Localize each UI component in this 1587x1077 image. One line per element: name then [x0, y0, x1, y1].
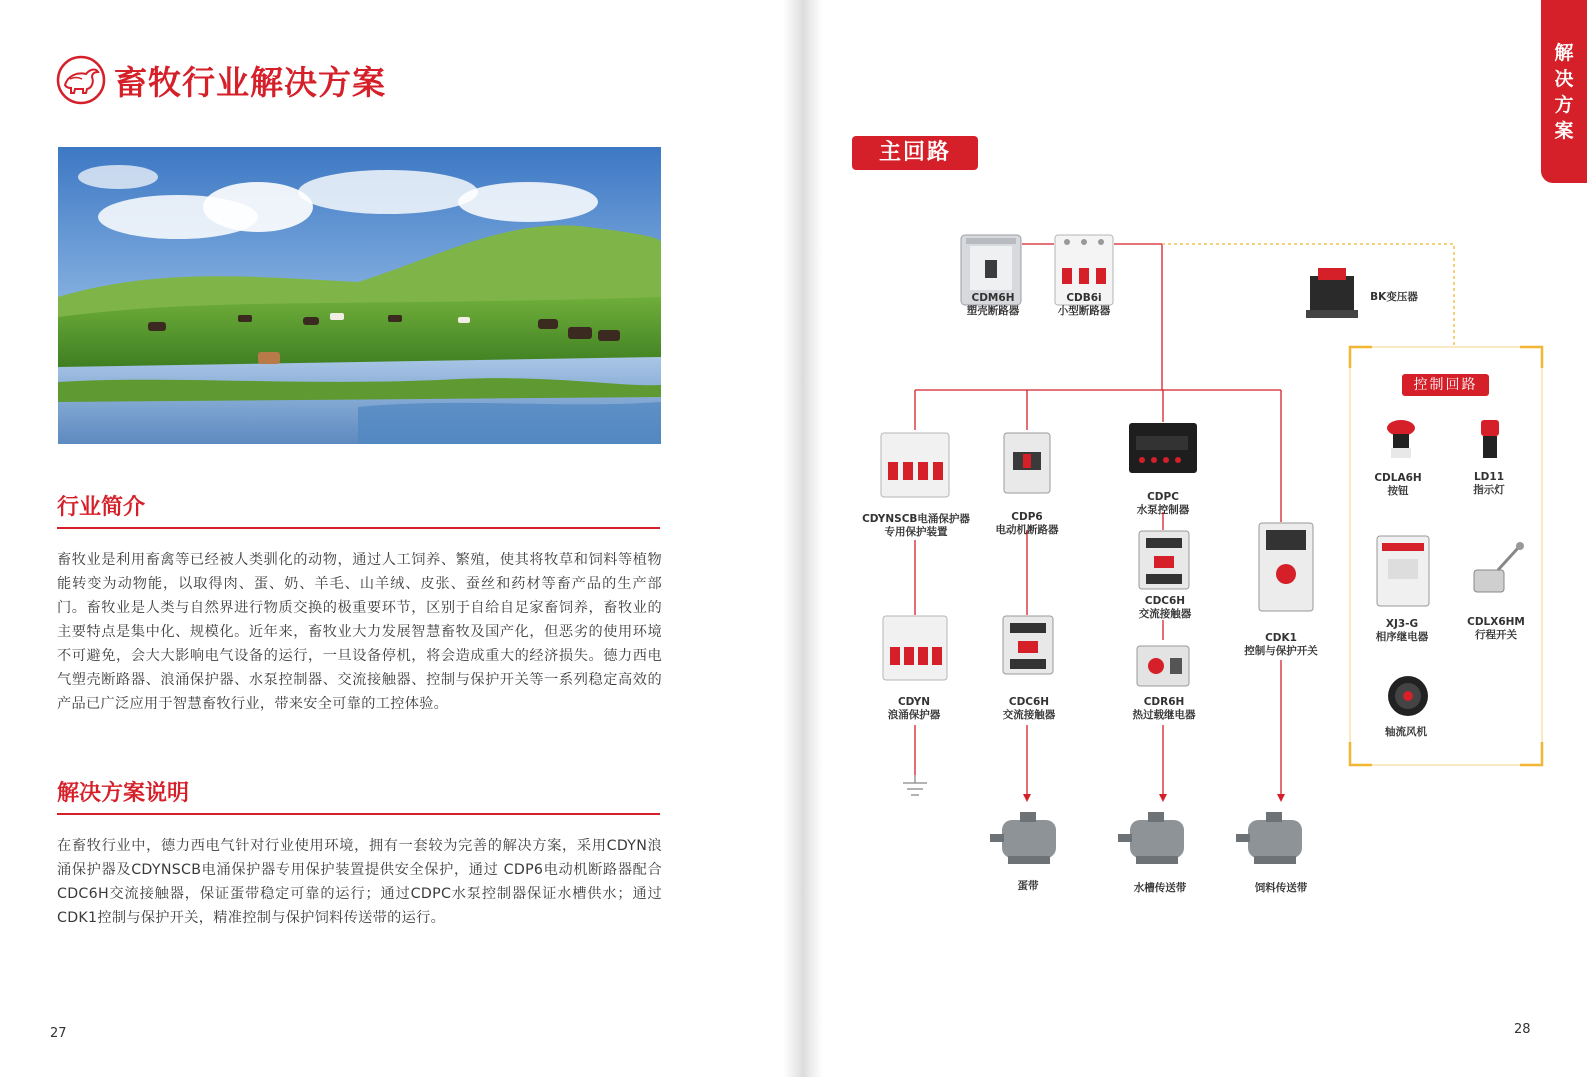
main-circuit-label: 主回路: [852, 136, 978, 170]
label-ld11: LD11 指示灯: [1473, 471, 1505, 496]
solution-paragraph: 在畜牧行业中，德力西电气针对行业使用环境，拥有一套较为完善的解决方案，采用CDYN浪涌保护器及CDYNSCB电涌保护器专用保护装置提供安全保护，通过 CDP6电动机断路器配合 CDC6H交流接触器，保证蛋带稳定可靠的运行；通过CDPC水泵控制器保证水槽供水；通过CDK1控制与保护开关，精准控制与保护饲料传送带的运行。: [57, 838, 662, 926]
label-cdla6h: CDLA6H 按钮: [1374, 472, 1422, 497]
intro-paragraph: 畜牧业是利用畜禽等已经被人类驯化的动物，通过人工饲养、繁殖，使其将牧草和饲料等植物能转变为动物能，以取得肉、蛋、奶、羊毛、山羊绒、皮张、蚕丝和药材等畜产品的生产部门。畜牧业是人类与自然界进行物质交换的极重要环节，区别于自给自足家畜饲养，畜牧业的主要特点是集中化、规模化。近年来，畜牧业大力发展智慧畜牧及国产化，但恶劣的使用环境不可避免，会大大影响电气设备的运行，一旦设备停机，将会造成重大的经济损失。德力西电气塑壳断路器、浪涌保护器、水泵控制器、交流接触器、控制与保护开关等一系列稳定高效的产品已广泛应用于智慧畜牧行业，带来安全可靠的工控体验。: [57, 552, 662, 712]
label-cdyn: CDYN 浪涌保护器: [887, 696, 941, 721]
label-motor-feed-belt: 饲料传送带: [1254, 882, 1308, 894]
label-motor-egg-belt: 蛋带: [1017, 880, 1039, 892]
motor-image-egg-belt: [988, 812, 1068, 868]
cdynscb-image: [880, 432, 950, 498]
label-motor-water-belt: 水槽传送带: [1133, 882, 1187, 894]
label-cdynscb: CDYNSCB电涌保护器 专用保护装置: [862, 513, 970, 538]
label-cdb6i: CDB6i 小型断路器: [1057, 292, 1111, 317]
cdk1-image: [1258, 522, 1314, 612]
cdp6-image: [1003, 432, 1051, 494]
label-cdk1: CDK1 控制与保护开关: [1244, 632, 1318, 657]
control-circuit-box: [1348, 345, 1542, 765]
motor-image-feed-belt: [1234, 812, 1314, 868]
cdpc-image: [1128, 422, 1198, 474]
label-xj3g: XJ3-G 相序继电器: [1375, 618, 1429, 643]
section-heading-intro: 行业简介: [57, 490, 660, 529]
contactor-image-a: [1138, 530, 1190, 590]
motor-image-water-belt: [1116, 812, 1196, 868]
label-cdlx6hm: CDLX6HM 行程开关: [1467, 616, 1525, 641]
transformer-image: [1306, 266, 1358, 320]
label-fan: 轴流风机: [1385, 726, 1427, 738]
label-cdpc: CDPC 水泵控制器: [1136, 491, 1190, 516]
label-cdc6h-b: CDC6H 交流接触器: [1002, 696, 1056, 721]
label-cdm6h: CDM6H 塑壳断路器: [966, 292, 1020, 317]
control-circuit-label: 控制回路: [1402, 374, 1489, 396]
page-number-right: 28: [1514, 1022, 1531, 1037]
page-number-left: 27: [50, 1026, 67, 1041]
page-title: 畜牧行业解决方案: [114, 62, 386, 102]
label-cdr6h: CDR6H 热过载继电器: [1132, 696, 1196, 721]
cdyn-image: [882, 615, 948, 681]
section-heading-solution: 解决方案说明: [57, 776, 660, 815]
thermal-relay-image: [1136, 640, 1190, 688]
contactor-image-b: [1002, 615, 1054, 675]
label-bk: BK变压器: [1370, 291, 1418, 303]
label-cdp6: CDP6 电动机断路器: [995, 511, 1059, 536]
side-tab-solution: 解 决 方 案: [1541, 0, 1587, 183]
label-cdc6h-a: CDC6H 交流接触器: [1138, 595, 1192, 620]
